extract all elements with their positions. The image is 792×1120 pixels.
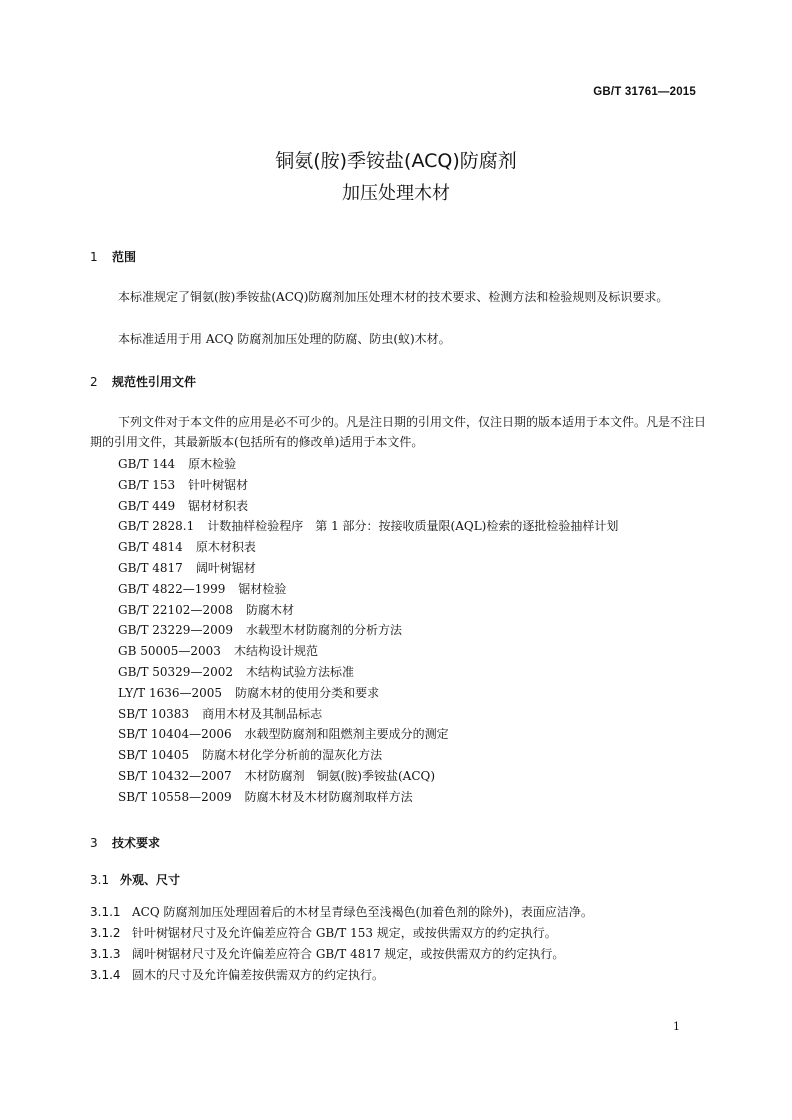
- reference-code: LY/T 1636—2005: [118, 685, 223, 700]
- clause-number: 3.1.3: [90, 947, 121, 961]
- section-3-heading: [90, 834, 160, 851]
- reference-item: [118, 620, 618, 641]
- clause-text: 阔叶树锯材尺寸及允许偏差应符合 GB/T 4817 规定，或按供需双方的约定执行。: [132, 947, 565, 961]
- reference-code: GB/T 2828.1: [118, 519, 195, 534]
- section-2-heading: [90, 373, 196, 390]
- reference-title: 针叶树锯材: [188, 477, 249, 492]
- section-1-paragraph-2: 本标准适用于用 ACQ 防腐剂加压处理的防腐、防虫(蚁)木材。: [118, 332, 451, 346]
- reference-item: [118, 766, 618, 787]
- reference-code: GB/T 23229—2009: [118, 623, 233, 638]
- clause-text: 针叶树锯材尺寸及允许偏差应符合 GB/T 153 规定，或按供需双方的约定执行。: [132, 926, 557, 940]
- page-number: 1: [673, 1020, 680, 1033]
- section-1-heading: [90, 248, 136, 265]
- section-3-number: 3: [90, 836, 98, 850]
- reference-item: [118, 496, 618, 517]
- reference-title: 防腐木材及木材防腐剂取样方法: [244, 789, 413, 804]
- reference-item: [118, 537, 618, 558]
- reference-item: [118, 558, 618, 579]
- reference-title: 锯材检验: [238, 581, 287, 596]
- section-2-title: 规范性引用文件: [112, 375, 197, 389]
- clause-3-1-1: [90, 903, 593, 920]
- section-1-paragraph-1: 本标准规定了铜氨(胺)季铵盐(ACQ)防腐剂加压处理木材的技术要求、检测方法和检验规则及标识要求。: [118, 290, 669, 304]
- reference-code: GB/T 4814: [118, 540, 183, 555]
- reference-title: 阔叶树锯材: [195, 560, 256, 575]
- clause-number: 3.1.4: [90, 968, 121, 982]
- subsection-3-1-title: 外观、尺寸: [120, 873, 181, 887]
- title-line-2: 加压处理木材: [342, 183, 450, 204]
- reference-code: GB/T 50329—2002: [118, 664, 233, 679]
- reference-code: GB/T 144: [118, 457, 176, 471]
- reference-code: GB 50005—2003: [118, 644, 221, 659]
- reference-item: [118, 724, 618, 745]
- reference-item: [118, 516, 618, 537]
- reference-code: SB/T 10383: [118, 706, 190, 721]
- reference-title: 防腐木材: [245, 602, 294, 617]
- reference-item: [118, 662, 618, 683]
- title-line-1: 铜氨(胺)季铵盐(ACQ)防腐剂: [275, 150, 517, 172]
- clause-3-1-2: [90, 924, 557, 941]
- reference-title: 木结构设计规范: [233, 644, 318, 659]
- reference-item: [118, 787, 618, 808]
- reference-item: [118, 683, 618, 704]
- reference-title: 木结构试验方法标准: [245, 664, 354, 679]
- normative-references-list: [118, 454, 618, 808]
- reference-code: GB/T 4822—1999: [118, 581, 226, 596]
- reference-code: GB/T 449: [118, 498, 176, 513]
- reference-title: 原木材积表: [195, 540, 256, 555]
- reference-title: 水载型防腐剂和阻燃剂主要成分的测定: [244, 727, 449, 742]
- reference-item: [118, 579, 618, 600]
- reference-title: 计数抽样检验程序 第 1 部分：按接收质量限(AQL)检索的逐批检验抽样计划: [207, 519, 619, 534]
- reference-code: GB/T 22102—2008: [118, 602, 233, 617]
- document-title: [0, 148, 792, 207]
- clause-text: 圆木的尺寸及允许偏差按供需双方的约定执行。: [132, 968, 385, 982]
- reference-item: [118, 704, 618, 725]
- subsection-3-1-heading: [90, 871, 180, 888]
- reference-title: 水载型木材防腐剂的分析方法: [245, 623, 402, 638]
- document-code: GB/T 31761—2015: [593, 86, 696, 98]
- reference-item: [118, 454, 618, 475]
- reference-item: [118, 745, 618, 766]
- reference-item: [118, 475, 618, 496]
- reference-code: SB/T 10558—2009: [118, 789, 232, 804]
- reference-title: 防腐木材化学分析前的湿灰化方法: [202, 748, 383, 763]
- reference-title: 商用木材及其制品标志: [202, 706, 323, 721]
- reference-item: [118, 600, 618, 621]
- reference-title: 原木检验: [188, 457, 237, 471]
- reference-code: SB/T 10432—2007: [118, 768, 232, 783]
- reference-code: GB/T 4817: [118, 560, 183, 575]
- clause-number: 3.1.1: [90, 905, 121, 919]
- clause-number: 3.1.2: [90, 926, 121, 940]
- reference-code: GB/T 153: [118, 477, 176, 492]
- section-1-title: 范围: [112, 250, 137, 264]
- clause-text: ACQ 防腐剂加压处理固着后的木材呈青绿色至浅褐色(加着色剂的除外)，表面应洁净。: [132, 905, 593, 919]
- section-2-number: 2: [90, 375, 98, 389]
- section-2-intro: 下列文件对于本文件的应用是必不可少的。凡是注日期的引用文件，仅注日期的版本适用于本文件。凡是不注日期的引用文件，其最新版本(包括所有的修改单)适用于本文件。: [90, 415, 707, 449]
- reference-title: 木材防腐剂 铜氨(胺)季铵盐(ACQ): [244, 768, 436, 783]
- reference-code: SB/T 10405: [118, 748, 190, 763]
- reference-title: 防腐木材的使用分类和要求: [235, 685, 380, 700]
- reference-item: [118, 641, 618, 662]
- reference-code: SB/T 10404—2006: [118, 727, 232, 742]
- section-3-title: 技术要求: [112, 836, 161, 850]
- clause-3-1-4: [90, 966, 384, 983]
- section-1-number: 1: [90, 250, 98, 264]
- clause-3-1-3: [90, 945, 564, 962]
- reference-title: 锯材材积表: [188, 498, 249, 513]
- subsection-3-1-number: 3.1: [90, 873, 110, 887]
